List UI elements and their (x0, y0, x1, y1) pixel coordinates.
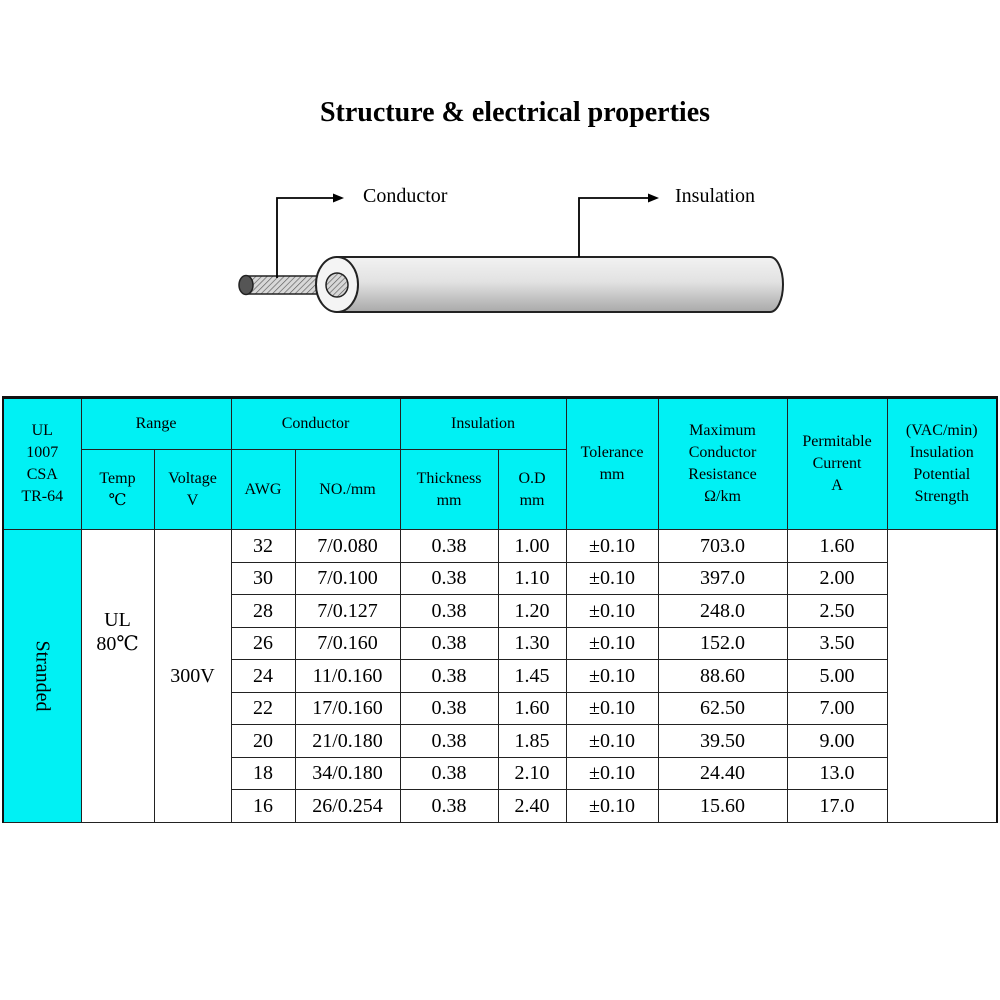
strength-line: (VAC/min) (905, 422, 978, 439)
thickness-header (400, 450, 498, 530)
od-cell: 1.85 (498, 725, 566, 758)
awg-cell: 32 (231, 530, 295, 563)
current-cell: 9.00 (787, 725, 887, 758)
awg-header: AWG (231, 450, 295, 530)
awg-cell: 26 (231, 627, 295, 660)
od-cell: 1.20 (498, 595, 566, 628)
thickness-cell: 0.38 (400, 725, 498, 758)
voltage-line: V (186, 491, 199, 509)
thickness-cell: 0.38 (400, 790, 498, 823)
cable-structure-diagram (0, 170, 1000, 345)
strength-line: Insulation (909, 444, 974, 461)
od-cell: 1.30 (498, 627, 566, 660)
resistance-cell: 62.50 (658, 692, 787, 725)
tolerance-cell: ±0.10 (566, 757, 658, 790)
awg-cell: 18 (231, 757, 295, 790)
current-cell: 17.0 (787, 790, 887, 823)
od-cell: 1.10 (498, 562, 566, 595)
current-line: Permitable (802, 433, 872, 450)
tolerance-cell: ±0.10 (566, 530, 658, 563)
resistance-line: Ω/km (704, 488, 741, 505)
od-cell: 2.40 (498, 790, 566, 823)
conductor-header: Conductor (231, 398, 400, 450)
temp-value-line: UL (104, 609, 131, 631)
no-mm-header: NO./mm (295, 450, 400, 530)
no-mm-cell: 7/0.080 (295, 530, 400, 563)
no-mm-cell: 7/0.100 (295, 562, 400, 595)
voltage-value: 300V (170, 664, 215, 687)
awg-cell: 30 (231, 562, 295, 595)
strength-line: Potential (913, 466, 971, 483)
temp-value-cell (81, 530, 154, 823)
awg-cell: 20 (231, 725, 295, 758)
resistance-cell: 397.0 (658, 562, 787, 595)
current-cell: 7.00 (787, 692, 887, 725)
standard-line: CSA (26, 466, 58, 483)
cable-illustration (0, 170, 1000, 340)
no-mm-cell: 17/0.160 (295, 692, 400, 725)
od-cell: 1.45 (498, 660, 566, 693)
insulation-header: Insulation (400, 398, 566, 450)
od-cell: 1.00 (498, 530, 566, 563)
awg-cell: 24 (231, 660, 295, 693)
standard-line: UL (31, 422, 53, 439)
insulation-label: Insulation (675, 185, 755, 207)
no-mm-cell: 34/0.180 (295, 757, 400, 790)
temp-header (81, 450, 154, 530)
thickness-line: mm (436, 491, 462, 509)
header-row-1 (3, 398, 997, 450)
table-row (3, 530, 997, 563)
current-line: A (831, 477, 843, 494)
awg-cell: 16 (231, 790, 295, 823)
standard-header (3, 398, 81, 530)
tolerance-cell: ±0.10 (566, 725, 658, 758)
insulation-jacket (316, 257, 783, 312)
current-cell: 1.60 (787, 530, 887, 563)
tolerance-cell: ±0.10 (566, 562, 658, 595)
thickness-cell: 0.38 (400, 562, 498, 595)
resistance-line: Resistance (688, 466, 757, 483)
no-mm-cell: 7/0.127 (295, 595, 400, 628)
voltage-value-cell (154, 530, 231, 823)
no-mm-cell: 11/0.160 (295, 660, 400, 693)
thickness-line: Thickness (416, 469, 482, 487)
strength-value-cell (887, 530, 997, 823)
resistance-cell: 24.40 (658, 757, 787, 790)
insulation-pointer (579, 194, 659, 258)
resistance-cell: 88.60 (658, 660, 787, 693)
current-cell: 2.00 (787, 562, 887, 595)
tolerance-cell: ±0.10 (566, 660, 658, 693)
tolerance-line: Tolerance (580, 444, 644, 461)
resistance-cell: 39.50 (658, 725, 787, 758)
stranded-label: Stranded (31, 640, 54, 712)
standard-line: 1007 (26, 444, 59, 461)
resistance-line: Maximum (689, 422, 756, 439)
thickness-cell: 0.38 (400, 627, 498, 660)
standard-line: TR-64 (21, 488, 64, 505)
temp-line: ℃ (108, 491, 127, 509)
current-cell: 13.0 (787, 757, 887, 790)
current-cell: 3.50 (787, 627, 887, 660)
no-mm-cell: 26/0.254 (295, 790, 400, 823)
page-title: Structure & electrical properties (319, 97, 711, 128)
thickness-cell: 0.38 (400, 692, 498, 725)
stranded-label-cell (3, 530, 81, 823)
no-mm-cell: 21/0.180 (295, 725, 400, 758)
tolerance-cell: ±0.10 (566, 692, 658, 725)
resistance-cell: 15.60 (658, 790, 787, 823)
table-body (3, 530, 997, 823)
resistance-cell: 152.0 (658, 627, 787, 660)
strength-header (887, 398, 997, 530)
current-line: Current (812, 455, 862, 472)
current-cell: 2.50 (787, 595, 887, 628)
od-line: mm (519, 491, 545, 509)
od-header (498, 450, 566, 530)
tolerance-line: mm (599, 466, 625, 483)
tolerance-cell: ±0.10 (566, 595, 658, 628)
strength-line: Strength (914, 488, 969, 505)
voltage-line: Voltage (168, 469, 217, 487)
tolerance-header (566, 398, 658, 530)
voltage-header (154, 450, 231, 530)
od-cell: 2.10 (498, 757, 566, 790)
resistance-line: Conductor (688, 444, 757, 461)
tolerance-cell: ±0.10 (566, 790, 658, 823)
awg-cell: 28 (231, 595, 295, 628)
thickness-cell: 0.38 (400, 660, 498, 693)
conductor-label: Conductor (363, 185, 448, 207)
od-cell: 1.60 (498, 692, 566, 725)
tolerance-cell: ±0.10 (566, 627, 658, 660)
resistance-cell: 703.0 (658, 530, 787, 563)
resistance-header (658, 398, 787, 530)
awg-cell: 22 (231, 692, 295, 725)
od-line: O.D (518, 469, 546, 487)
resistance-cell: 248.0 (658, 595, 787, 628)
temp-line: Temp (99, 469, 136, 487)
thickness-cell: 0.38 (400, 530, 498, 563)
thickness-cell: 0.38 (400, 757, 498, 790)
temp-value-line: 80℃ (96, 633, 139, 655)
current-header (787, 398, 887, 530)
range-header: Range (81, 398, 231, 450)
no-mm-cell: 7/0.160 (295, 627, 400, 660)
spec-table (2, 396, 998, 823)
thickness-cell: 0.38 (400, 595, 498, 628)
current-cell: 5.00 (787, 660, 887, 693)
